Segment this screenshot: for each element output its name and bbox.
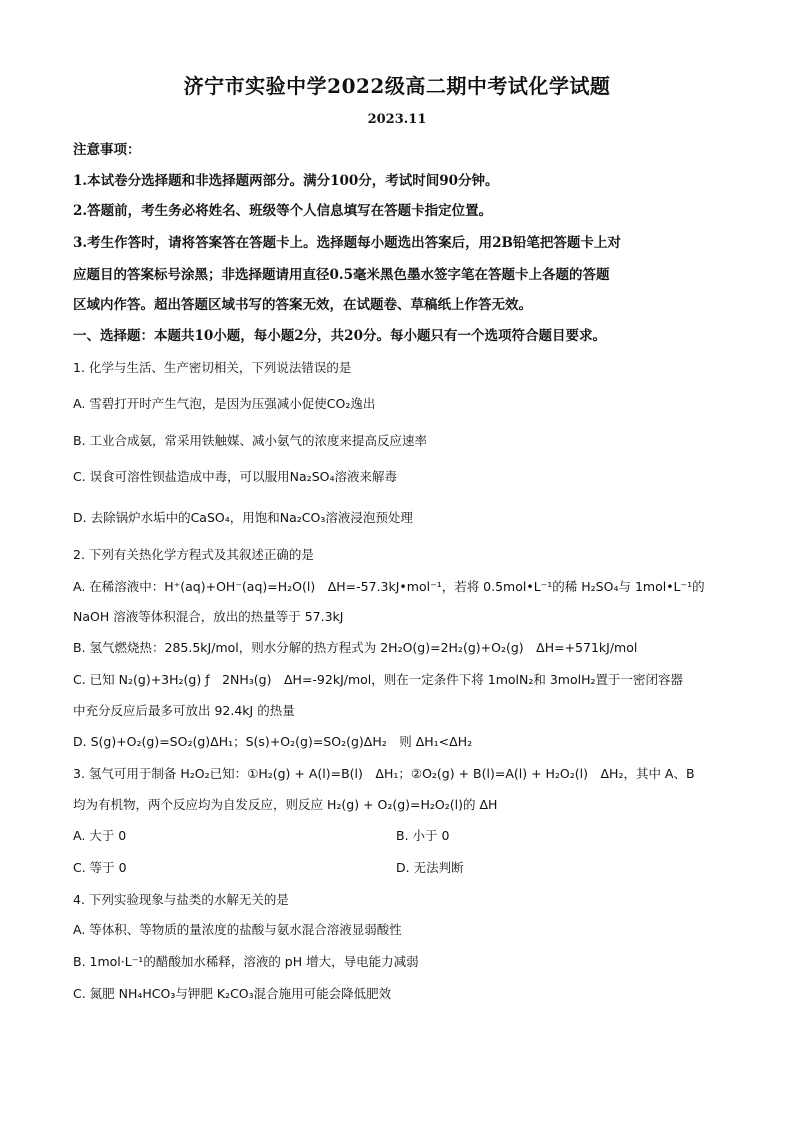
q4-option-c: C. 氮肥 NH₄HCO₃与钾肥 K₂CO₃混合施用可能会降低肥效 (73, 986, 392, 1001)
q3-option-d: D. 无法判断 (396, 860, 464, 875)
q3-option-b: B. 小于 0 (396, 828, 450, 843)
q4-option-a: A. 等体积、等物质的量浓度的盐酸与氨水混合溶液显弱酸性 (73, 922, 402, 937)
q2-stem: 2. 下列有关热化学方程式及其叙述正确的是 (73, 547, 314, 562)
q1-option-d: D. 去除锅炉水垢中的CaSO₄，用饱和Na₂CO₃溶液浸泡预处理 (73, 510, 413, 525)
section-heading: 一、选择题：本题共10小题，每小题2分，共20分。每小题只有一个选项符合题目要求。 (73, 328, 606, 344)
q2-option-c-line-1: C. 已知 N₂(g)+3H₂(g) ƒ 2NH₃(g) ΔH=-92kJ/mol，则在一定条件下将 1molN₂和 3molH₂置于一密闭容器 (73, 672, 683, 687)
note-2: 2.答题前，考生务必将姓名、班级等个人信息填写在答题卡指定位置。 (73, 203, 493, 219)
q1-stem: 1. 化学与生活、生产密切相关，下列说法错误的是 (73, 360, 352, 375)
q4-option-b: B. 1mol·L⁻¹的醋酸加水稀释，溶液的 pH 增大，导电能力减弱 (73, 954, 419, 969)
q1-option-b: B. 工业合成氨，常采用铁触媒、减小氨气的浓度来提高反应速率 (73, 433, 428, 448)
q2-option-d: D. S(g)+O₂(g)=SO₂(g)ΔH₁；S(s)+O₂(g)=SO₂(g)ΔH₂ 则 ΔH₁<ΔH₂ (73, 734, 473, 749)
q1-option-c: C. 误食可溶性钡盐造成中毒，可以服用Na₂SO₄溶液来解毒 (73, 469, 397, 484)
q2-option-a-line-2: NaOH 溶液等体积混合，放出的热量等于 57.3kJ (73, 609, 344, 624)
q3-options-row-1 (73, 827, 733, 845)
note-1: 1.本试卷分选择题和非选择题两部分。满分100分，考试时间90分钟。 (73, 173, 499, 189)
q4-stem: 4. 下列实验现象与盐类的水解无关的是 (73, 892, 289, 907)
q2-option-a-line-1: A. 在稀溶液中：H⁺(aq)+OH⁻(aq)=H₂O(l) ΔH=-57.3kJ•mol⁻¹，若将 0.5mol•L⁻¹的稀 H₂SO₄与 1mol•L⁻¹的 (73, 579, 705, 594)
q1-option-a: A. 雪碧打开时产生气泡，是因为压强减小促使CO₂逸出 (73, 396, 376, 411)
q3-stem-line-2: 均为有机物，两个反应均为自发反应，则反应 H₂(g) + O₂(g)=H₂O₂(l)的 ΔH (73, 797, 498, 812)
q3-option-c: C. 等于 0 (73, 860, 127, 875)
note-3-line-3: 区域内作答。超出答题区域书写的答案无效，在试题卷、草稿纸上作答无效。 (73, 297, 532, 313)
note-3-line-2: 应题目的答案标号涂黑；非选择题请用直径0.5毫米黑色墨水签字笔在答题卡上各题的答题 (73, 267, 610, 283)
q2-option-c-line-2: 中充分反应后最多可放出 92.4kJ 的热量 (73, 703, 295, 718)
note-3-line-1: 3.考生作答时，请将答案答在答题卡上。选择题每小题选出答案后，用2B铅笔把答题卡上对 (73, 235, 621, 251)
q3-stem-line-1: 3. 氢气可用于制备 H₂O₂已知：①H₂(g) + A(l)=B(l) ΔH₁；②O₂(g) + B(l)=A(l) + H₂O₂(l) ΔH₂，其中 A、B (73, 766, 695, 781)
page-title: 济宁市实验中学2022级高二期中考试化学试题 (183, 74, 611, 98)
notes-heading: 注意事项： (73, 142, 141, 158)
q3-option-a: A. 大于 0 (73, 828, 127, 843)
q2-option-b: B. 氢气燃烧热：285.5kJ/mol，则水分解的热方程式为 2H₂O(g)=2H₂(g)+O₂(g) ΔH=+571kJ/mol (73, 640, 638, 655)
q3-options-row-2 (73, 859, 733, 877)
exam-date: 2023.11 (367, 112, 427, 127)
